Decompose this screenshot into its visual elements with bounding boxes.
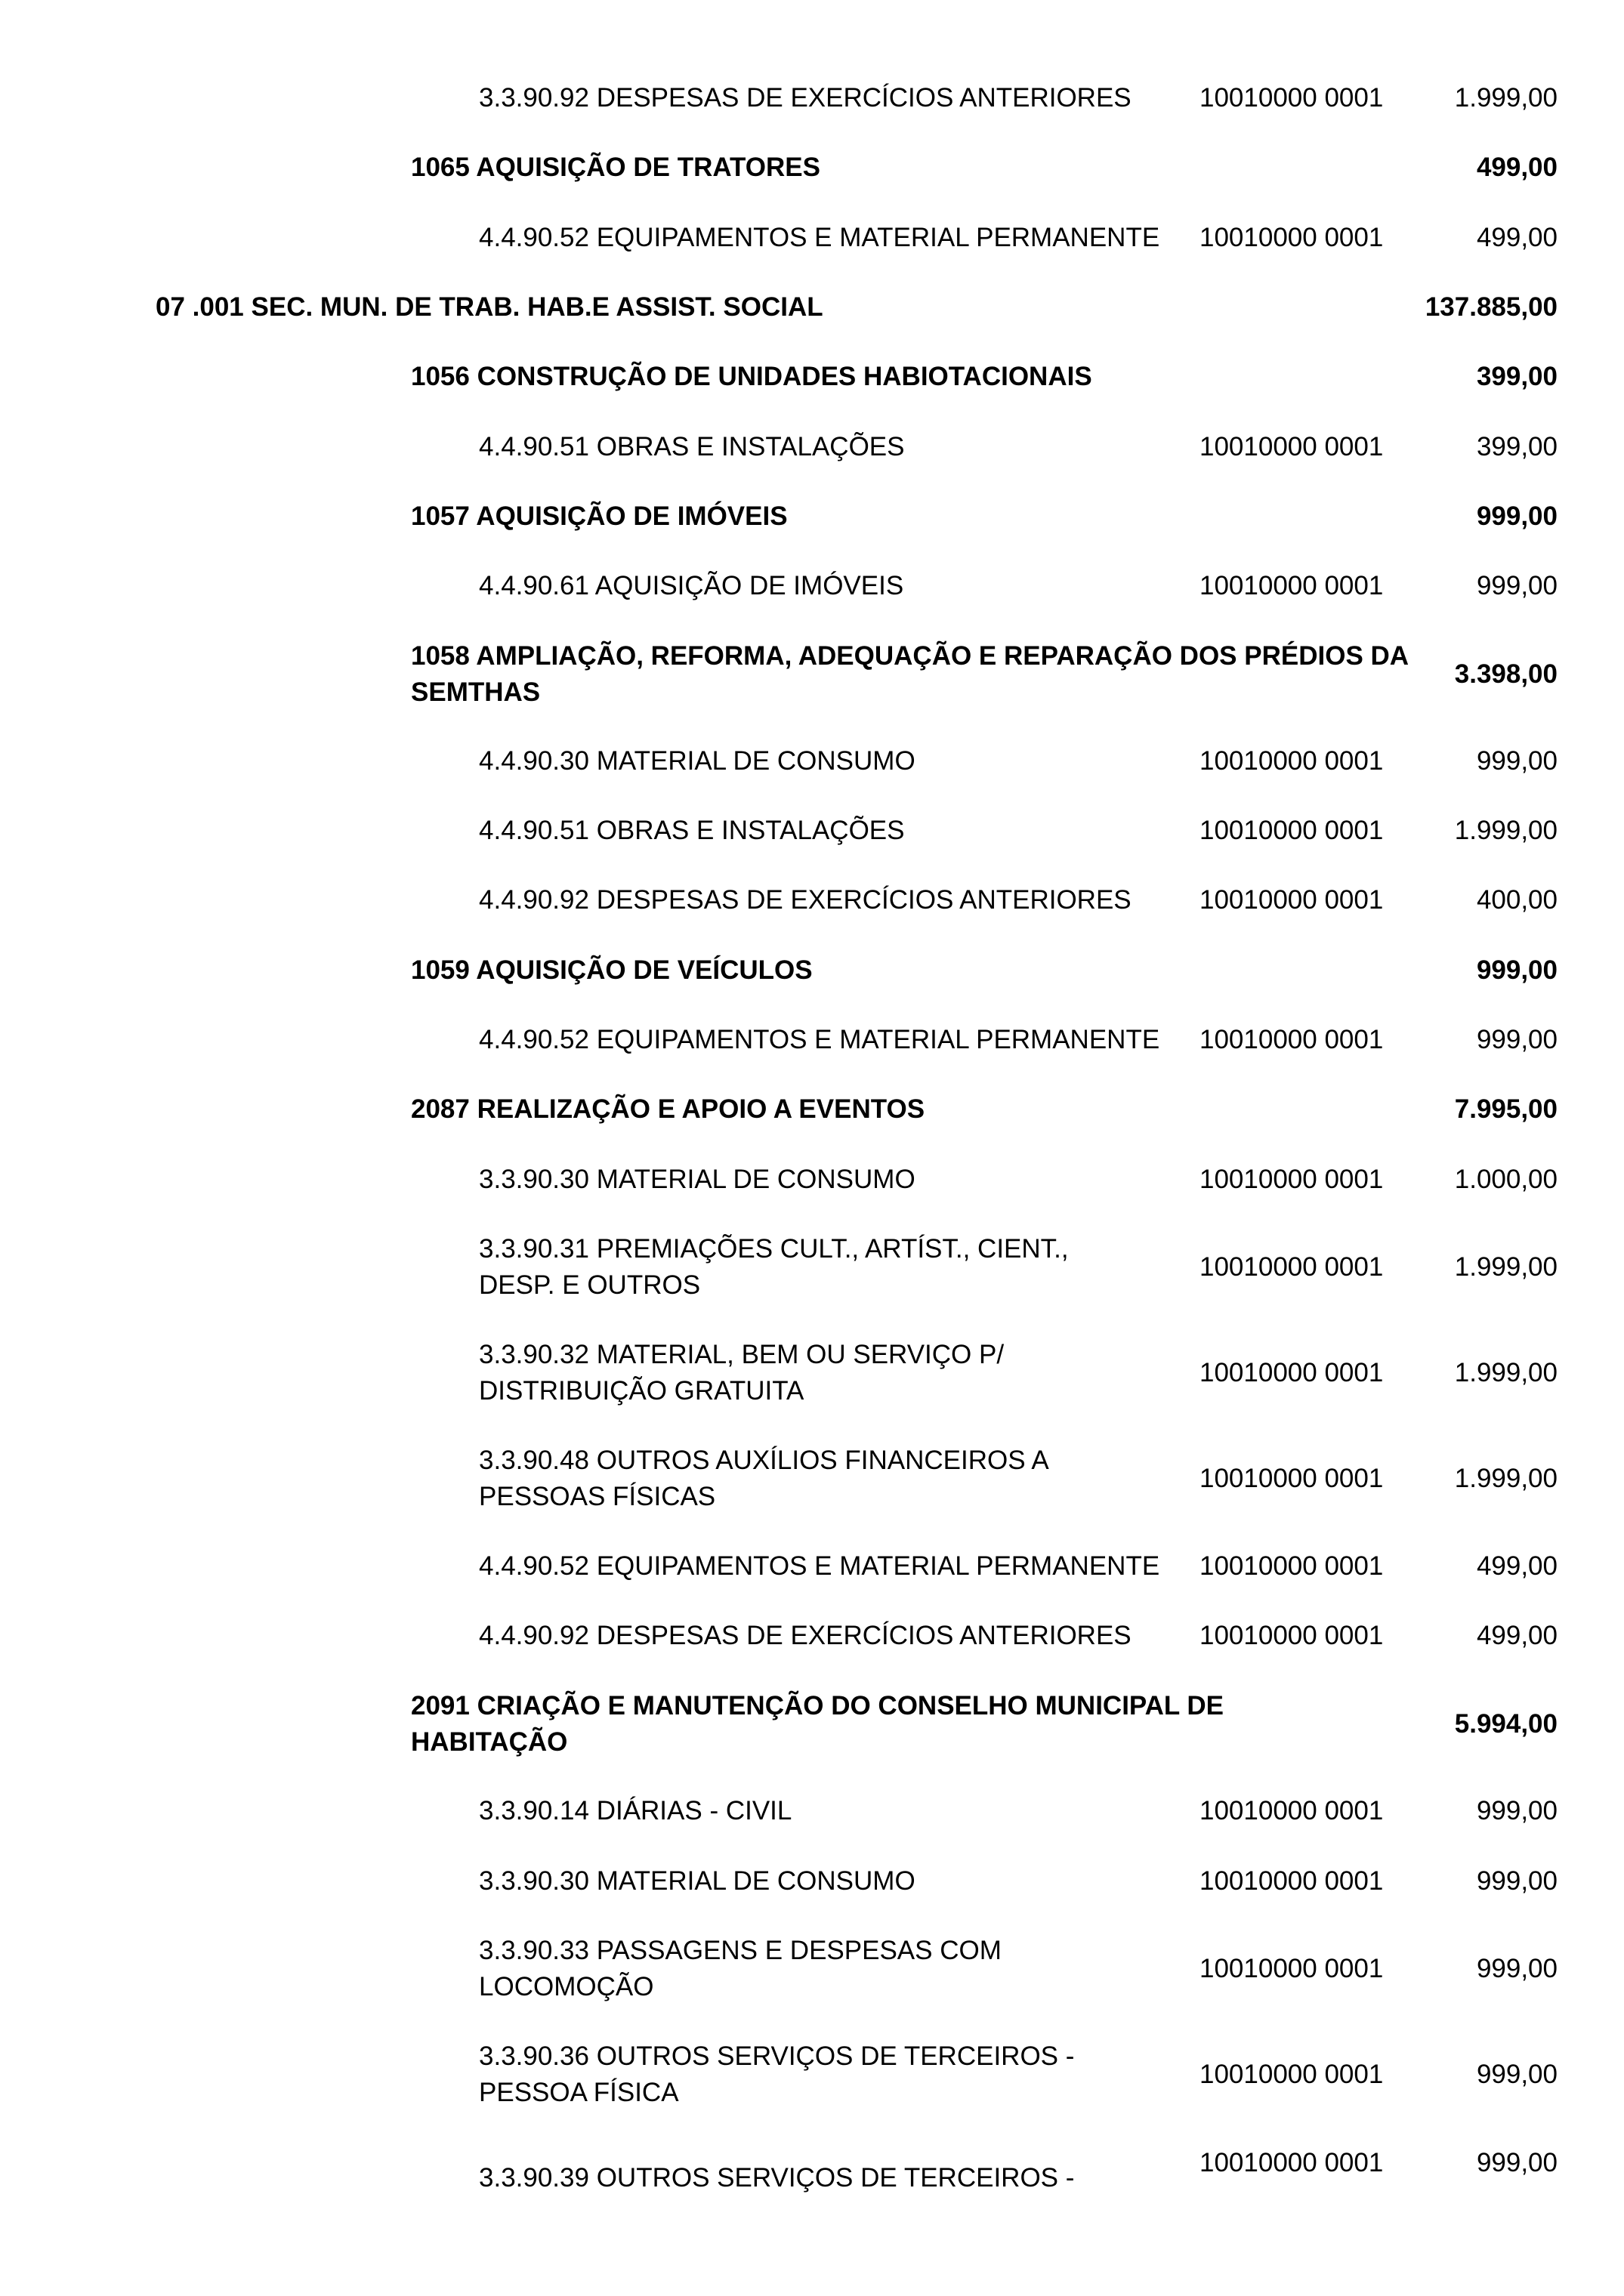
expense-description: 4.4.90.52 EQUIPAMENTOS E MATERIAL PERMANENTE [479,1551,1160,1581]
resource-source: 10010000 0001 [1199,223,1384,252]
expense-value: 1.999,00 [1454,1464,1558,1493]
resource-source: 10010000 0001 [1199,83,1384,113]
expense-description: 4.4.90.52 EQUIPAMENTOS E MATERIAL PERMANENTE [479,223,1160,252]
project-total: 999,00 [1476,955,1558,985]
resource-source: 10010000 0001 [1199,1621,1384,1650]
project-total: 7.995,00 [1454,1094,1558,1124]
expense-row [0,2038,1624,2111]
expense-description: 4.4.90.92 DESPESAS DE EXERCÍCIOS ANTERIORES [479,885,1132,915]
expense-description: 3.3.90.36 OUTROS SERVIÇOS DE TERCEIROS - PESSOA FÍSICA [479,2041,1075,2107]
resource-source: 10010000 0001 [1199,816,1384,845]
resource-source: 10010000 0001 [1199,432,1384,461]
expense-value: 999,00 [1476,571,1558,600]
expense-value: 1.999,00 [1454,1252,1558,1282]
resource-source: 10010000 0001 [1199,885,1384,915]
resource-source: 10010000 0001 [1199,1358,1384,1387]
expense-value: 399,00 [1476,432,1558,461]
expense-value: 1.000,00 [1454,1165,1558,1194]
expense-description: 4.4.90.61 AQUISIÇÃO DE IMÓVEIS [479,571,904,600]
project-title: 1065 AQUISIÇÃO DE TRATORES [411,153,820,182]
expense-value: 999,00 [1476,2060,1558,2089]
expense-value: 1.999,00 [1454,1358,1558,1387]
resource-source: 10010000 0001 [1199,2060,1384,2089]
expense-row [0,1443,1624,1515]
resource-source: 10010000 0001 [1199,1866,1384,1896]
resource-source: 10010000 0001 [1199,1252,1384,1282]
resource-source: 10010000 0001 [1199,2148,1384,2177]
project-title: 1058 AMPLIAÇÃO, REFORMA, ADEQUAÇÃO E REPARAÇÃO DOS PRÉDIOS DA SEMTHAS [411,641,1408,707]
resource-source: 10010000 0001 [1199,1464,1384,1493]
expense-description: 3.3.90.48 OUTROS AUXÍLIOS FINANCEIROS A PESSOAS FÍSICAS [479,1446,1048,1511]
expense-description: 4.4.90.51 OBRAS E INSTALAÇÕES [479,816,905,845]
expense-value: 999,00 [1476,1954,1558,1983]
project-row [0,638,1624,711]
resource-source: 10010000 0001 [1199,1551,1384,1581]
resource-source: 10010000 0001 [1199,571,1384,600]
resource-source: 10010000 0001 [1199,1165,1384,1194]
project-title: 2087 REALIZAÇÃO E APOIO A EVENTOS [411,1094,925,1124]
resource-source: 10010000 0001 [1199,1025,1384,1054]
expense-description: 4.4.90.51 OBRAS E INSTALAÇÕES [479,432,905,461]
expense-description: 4.4.90.92 DESPESAS DE EXERCÍCIOS ANTERIORES [479,1621,1132,1650]
expense-row [0,1933,1624,2005]
project-title: 1056 CONSTRUÇÃO DE UNIDADES HABIOTACIONAIS [411,362,1092,391]
expense-description: 3.3.90.92 DESPESAS DE EXERCÍCIOS ANTERIORES [479,83,1132,113]
expense-value: 999,00 [1476,1866,1558,1896]
expense-value: 499,00 [1476,1621,1558,1650]
resource-source: 10010000 0001 [1199,1796,1384,1825]
expense-description: 3.3.90.14 DIÁRIAS - CIVIL [479,1796,792,1825]
project-total: 999,00 [1476,501,1558,531]
resource-source: 10010000 0001 [1199,746,1384,776]
project-title: 1059 AQUISIÇÃO DE VEÍCULOS [411,955,813,985]
expense-value: 499,00 [1476,223,1558,252]
expense-value: 999,00 [1476,1796,1558,1825]
expense-description: 3.3.90.39 OUTROS SERVIÇOS DE TERCEIROS - [479,2163,1075,2193]
expense-value: 400,00 [1476,885,1558,915]
expense-description: 3.3.90.30 MATERIAL DE CONSUMO [479,1165,915,1194]
expense-value: 999,00 [1476,1025,1558,1054]
expense-value: 999,00 [1476,746,1558,776]
expense-description: 4.4.90.30 MATERIAL DE CONSUMO [479,746,915,776]
expense-value: 1.999,00 [1454,83,1558,113]
project-title: 2091 CRIAÇÃO E MANUTENÇÃO DO CONSELHO MUNICIPAL DE HABITAÇÃO [411,1691,1224,1757]
project-total: 499,00 [1476,153,1558,182]
expense-description: 3.3.90.31 PREMIAÇÕES CULT., ARTÍST., CIENT., DESP. E OUTROS [479,1234,1069,1300]
expense-row [0,1231,1624,1304]
project-total: 5.994,00 [1454,1709,1558,1739]
expense-description: 3.3.90.32 MATERIAL, BEM OU SERVIÇO P/ DISTRIBUIÇÃO GRATUITA [479,1340,1005,1406]
project-row [0,1688,1624,1761]
department-total: 137.885,00 [1425,292,1558,322]
project-total: 399,00 [1476,362,1558,391]
expense-description: 4.4.90.52 EQUIPAMENTOS E MATERIAL PERMANENTE [479,1025,1160,1054]
expense-row [0,1337,1624,1409]
resource-source: 10010000 0001 [1199,1954,1384,1983]
expense-description: 3.3.90.33 PASSAGENS E DESPESAS COM LOCOMOÇÃO [479,1936,1002,2001]
project-title: 1057 AQUISIÇÃO DE IMÓVEIS [411,501,788,531]
expense-description: 3.3.90.30 MATERIAL DE CONSUMO [479,1866,915,1896]
expense-value: 1.999,00 [1454,816,1558,845]
project-total: 3.398,00 [1454,659,1558,689]
department-title: 07 .001 SEC. MUN. DE TRAB. HAB.E ASSIST. SOCIAL [156,292,823,322]
expense-value: 499,00 [1476,1551,1558,1581]
expense-value: 999,00 [1476,2148,1558,2177]
